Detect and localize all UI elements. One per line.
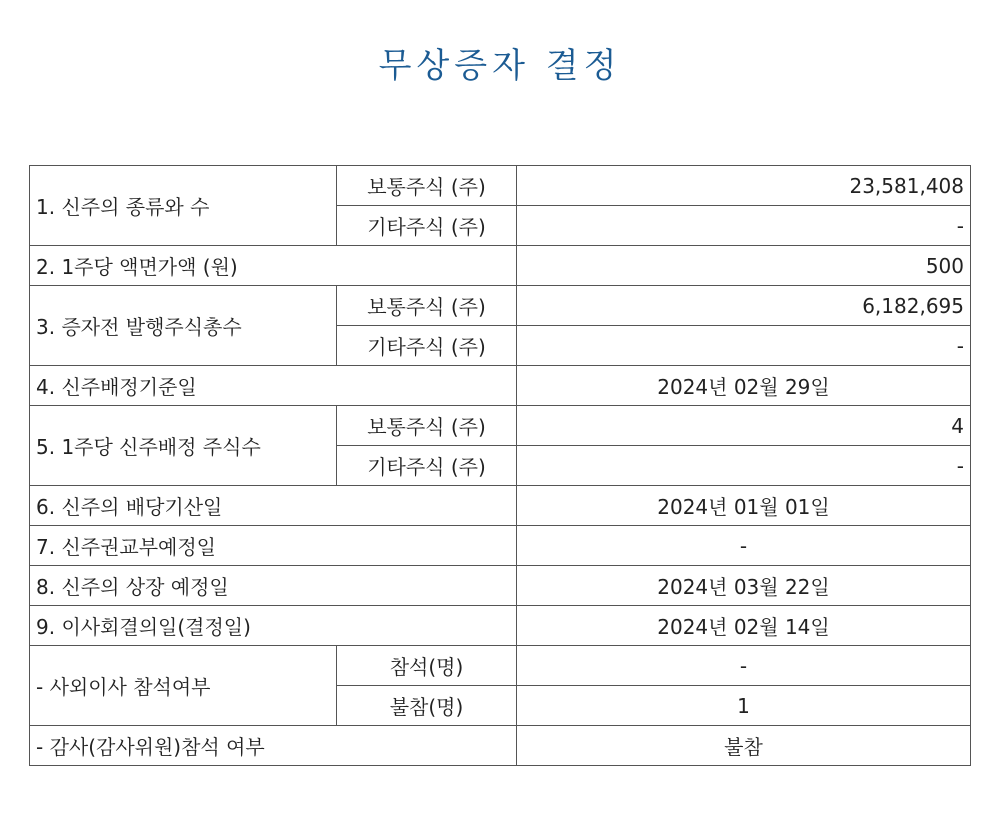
value-cell: 2024년 02월 29일 <box>517 366 971 406</box>
row-label-auditor-attendance: - 감사(감사위원)참석 여부 <box>30 726 517 766</box>
sub-label-common: 보통주식 (주) <box>337 286 517 326</box>
value-cell: 23,581,408 <box>517 166 971 206</box>
row-label-outside-directors: - 사외이사 참석여부 <box>30 646 337 726</box>
value-cell: 2024년 02월 14일 <box>517 606 971 646</box>
value-cell: 1 <box>517 686 971 726</box>
sub-label-other: 기타주식 (주) <box>337 206 517 246</box>
table-row <box>30 726 971 766</box>
row-label-dividend-start: 6. 신주의 배당기산일 <box>30 486 517 526</box>
table-row <box>30 286 971 326</box>
row-label-record-date: 4. 신주배정기준일 <box>30 366 517 406</box>
value-cell: - <box>517 446 971 486</box>
table-row <box>30 486 971 526</box>
row-label-board-resolution: 9. 이사회결의일(결정일) <box>30 606 517 646</box>
table-row <box>30 526 971 566</box>
value-cell: - <box>517 646 971 686</box>
value-cell: 불참 <box>517 726 971 766</box>
row-label-allotment-per-share: 5. 1주당 신주배정 주식수 <box>30 406 337 486</box>
sub-label-common: 보통주식 (주) <box>337 166 517 206</box>
page-title: 무상증자 결정 <box>378 46 622 86</box>
value-cell: - <box>517 526 971 566</box>
sub-label-common: 보통주식 (주) <box>337 406 517 446</box>
disclosure-table <box>29 165 971 766</box>
value-cell: - <box>517 326 971 366</box>
row-label-certificate-date: 7. 신주권교부예정일 <box>30 526 517 566</box>
table-row <box>30 166 971 206</box>
table-row <box>30 646 971 686</box>
table-row <box>30 566 971 606</box>
table-row <box>30 246 971 286</box>
value-cell: 2024년 03월 22일 <box>517 566 971 606</box>
value-cell: 6,182,695 <box>517 286 971 326</box>
row-label-listing-date: 8. 신주의 상장 예정일 <box>30 566 517 606</box>
sub-label-absent: 불참(명) <box>337 686 517 726</box>
sub-label-other: 기타주식 (주) <box>337 446 517 486</box>
sub-label-present: 참석(명) <box>337 646 517 686</box>
row-label-shares-before: 3. 증자전 발행주식총수 <box>30 286 337 366</box>
value-cell: - <box>517 206 971 246</box>
table-row <box>30 606 971 646</box>
row-label-new-shares: 1. 신주의 종류와 수 <box>30 166 337 246</box>
value-cell: 2024년 01월 01일 <box>517 486 971 526</box>
table-row <box>30 366 971 406</box>
value-cell: 4 <box>517 406 971 446</box>
row-label-par-value: 2. 1주당 액면가액 (원) <box>30 246 517 286</box>
value-cell: 500 <box>517 246 971 286</box>
table-row <box>30 406 971 446</box>
sub-label-other: 기타주식 (주) <box>337 326 517 366</box>
